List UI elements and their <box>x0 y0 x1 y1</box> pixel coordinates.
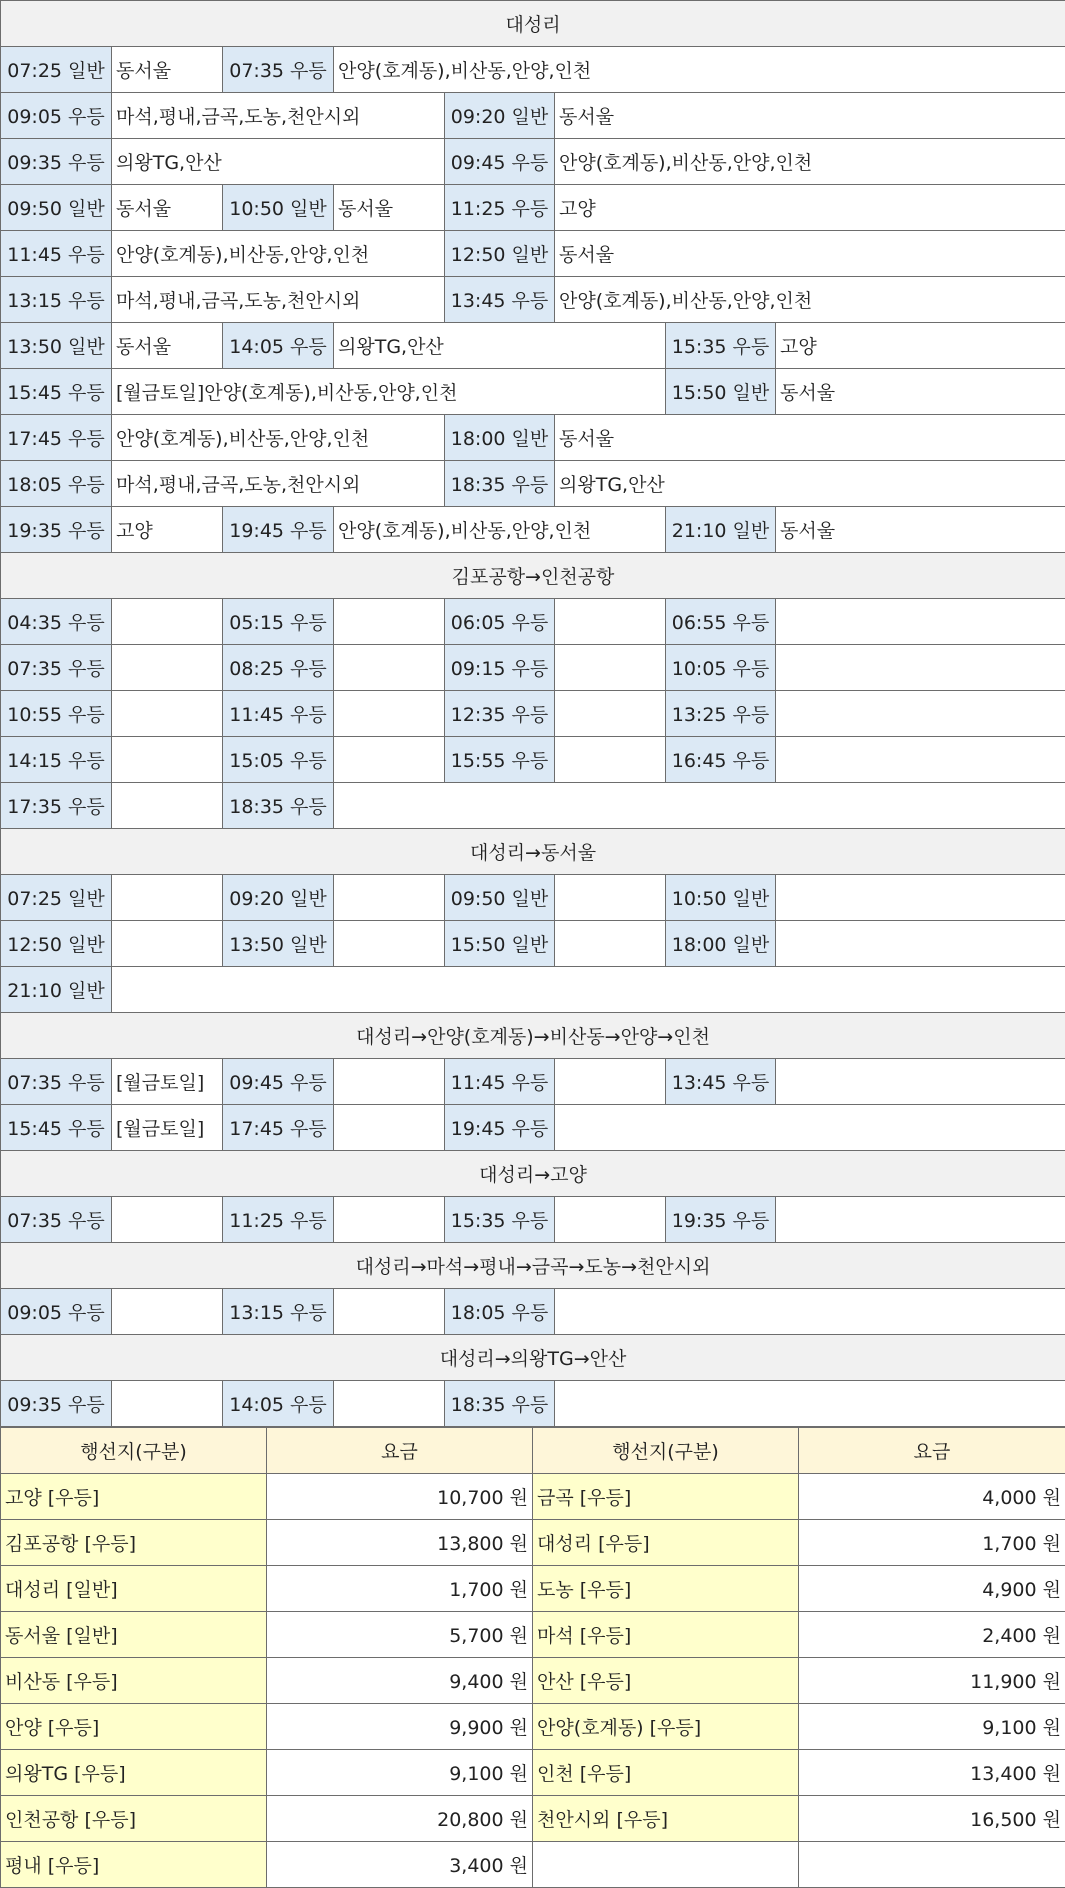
departure-time-cell: 11:25 우등 <box>445 185 555 231</box>
fare-price-cell: 3,400 원 <box>267 1842 533 1888</box>
departure-time-cell: 12:50 일반 <box>1 921 112 967</box>
schedule-row <box>1 461 1065 507</box>
empty-cell <box>555 599 666 645</box>
destination-cell: 동서울 <box>555 231 1065 277</box>
empty-cell <box>799 1842 1065 1888</box>
schedule-body <box>1 1 1065 1427</box>
section-title: 대성리→고양 <box>1 1151 1065 1197</box>
departure-time-cell: 10:50 일반 <box>666 875 776 921</box>
destination-cell: 동서울 <box>555 415 1065 461</box>
section-header-row <box>1 1243 1065 1289</box>
empty-cell <box>334 1059 445 1105</box>
departure-time-cell: 17:45 우등 <box>1 415 112 461</box>
empty-cell <box>112 967 1065 1013</box>
fare-destination-cell: 금곡 [우등] <box>533 1474 799 1520</box>
section-title: 대성리→안양(호계동)→비산동→안양→인천 <box>1 1013 1065 1059</box>
fare-destination-cell: 도농 [우등] <box>533 1566 799 1612</box>
empty-cell <box>555 1059 666 1105</box>
section-header-row <box>1 1013 1065 1059</box>
departure-time-cell: 09:05 우등 <box>1 1289 112 1335</box>
empty-cell <box>555 645 666 691</box>
fare-price-cell: 13,800 원 <box>267 1520 533 1566</box>
fare-header-row <box>1 1428 1065 1474</box>
section-header-row <box>1 553 1065 599</box>
departure-time-cell: 07:35 우등 <box>1 645 112 691</box>
departure-time-cell: 09:20 일반 <box>445 93 555 139</box>
section-header-row <box>1 829 1065 875</box>
schedule-row <box>1 93 1065 139</box>
departure-time-cell: 07:25 일반 <box>1 47 112 93</box>
fare-destination-header: 행선지(구분) <box>533 1428 799 1474</box>
departure-time-cell: 13:25 우등 <box>666 691 776 737</box>
destination-cell: 안양(호계동),비산동,안양,인천 <box>112 231 445 277</box>
destination-cell: 동서울 <box>776 507 1065 553</box>
departure-time-cell: 07:35 우등 <box>1 1197 112 1243</box>
departure-time-cell: 15:50 일반 <box>445 921 555 967</box>
section-header-row <box>1 1 1065 47</box>
destination-cell: 동서울 <box>112 47 223 93</box>
departure-time-cell: 11:45 우등 <box>223 691 334 737</box>
fare-destination-cell: 안산 [우등] <box>533 1658 799 1704</box>
schedule-row <box>1 967 1065 1013</box>
schedule-row <box>1 1197 1065 1243</box>
empty-cell <box>776 1197 1065 1243</box>
schedule-row <box>1 1381 1065 1427</box>
empty-cell <box>334 1197 445 1243</box>
destination-cell: 의왕TG,안산 <box>555 461 1065 507</box>
departure-time-cell: 09:50 일반 <box>1 185 112 231</box>
departure-time-cell: 10:50 일반 <box>223 185 334 231</box>
empty-cell <box>112 645 223 691</box>
empty-cell <box>112 921 223 967</box>
departure-time-cell: 21:10 일반 <box>1 967 112 1013</box>
fare-destination-cell: 인천 [우등] <box>533 1750 799 1796</box>
departure-time-cell: 06:55 우등 <box>666 599 776 645</box>
fare-price-cell: 5,700 원 <box>267 1612 533 1658</box>
departure-time-cell: 13:15 우등 <box>1 277 112 323</box>
fare-price-cell: 16,500 원 <box>799 1796 1065 1842</box>
departure-time-cell: 11:25 우등 <box>223 1197 334 1243</box>
section-header-row <box>1 1151 1065 1197</box>
destination-cell: 고양 <box>555 185 1065 231</box>
destination-cell: 고양 <box>776 323 1065 369</box>
empty-cell <box>776 691 1065 737</box>
schedule-row <box>1 691 1065 737</box>
departure-time-cell: 21:10 일반 <box>666 507 776 553</box>
departure-time-cell: 15:35 우등 <box>445 1197 555 1243</box>
departure-time-cell: 13:50 일반 <box>1 323 112 369</box>
empty-cell <box>334 783 1065 829</box>
departure-time-cell: 11:45 우등 <box>445 1059 555 1105</box>
fare-row <box>1 1612 1065 1658</box>
schedule-row <box>1 599 1065 645</box>
departure-time-cell: 09:45 우등 <box>223 1059 334 1105</box>
empty-cell <box>776 921 1065 967</box>
empty-cell <box>334 875 445 921</box>
departure-time-cell: 07:35 우등 <box>223 47 334 93</box>
fare-row <box>1 1842 1065 1888</box>
destination-cell: 안양(호계동),비산동,안양,인천 <box>334 507 666 553</box>
empty-cell <box>555 1381 1065 1427</box>
empty-cell <box>334 921 445 967</box>
departure-time-cell: 13:45 우등 <box>666 1059 776 1105</box>
empty-cell <box>555 1105 1065 1151</box>
empty-cell <box>334 645 445 691</box>
departure-time-cell: 09:15 우등 <box>445 645 555 691</box>
schedule-row <box>1 1059 1065 1105</box>
empty-cell <box>555 921 666 967</box>
fare-row <box>1 1474 1065 1520</box>
departure-time-cell: 10:05 우등 <box>666 645 776 691</box>
departure-time-cell: 14:15 우등 <box>1 737 112 783</box>
departure-time-cell: 15:50 일반 <box>666 369 776 415</box>
fare-row <box>1 1520 1065 1566</box>
schedule-row <box>1 737 1065 783</box>
departure-time-cell: 10:55 우등 <box>1 691 112 737</box>
destination-cell: 안양(호계동),비산동,안양,인천 <box>334 47 1065 93</box>
schedule-row <box>1 921 1065 967</box>
destination-cell: 의왕TG,안산 <box>112 139 445 185</box>
departure-time-cell: 08:25 우등 <box>223 645 334 691</box>
section-title: 대성리 <box>1 1 1065 47</box>
destination-cell: 마석,평내,금곡,도농,천안시외 <box>112 93 445 139</box>
fare-destination-cell: 인천공항 [우등] <box>1 1796 267 1842</box>
fare-destination-cell: 평내 [우등] <box>1 1842 267 1888</box>
schedule-row <box>1 875 1065 921</box>
departure-time-cell: 11:45 우등 <box>1 231 112 277</box>
fare-row <box>1 1704 1065 1750</box>
empty-cell <box>112 1381 223 1427</box>
fare-price-cell: 9,900 원 <box>267 1704 533 1750</box>
fare-price-cell: 1,700 원 <box>799 1520 1065 1566</box>
schedule-row <box>1 507 1065 553</box>
empty-cell <box>334 1105 445 1151</box>
schedule-row <box>1 645 1065 691</box>
departure-time-cell: 13:45 우등 <box>445 277 555 323</box>
empty-cell <box>776 875 1065 921</box>
empty-cell <box>334 691 445 737</box>
fare-destination-cell: 김포공항 [우등] <box>1 1520 267 1566</box>
fare-price-cell: 2,400 원 <box>799 1612 1065 1658</box>
destination-cell: 안양(호계동),비산동,안양,인천 <box>555 277 1065 323</box>
fare-destination-cell: 비산동 [우등] <box>1 1658 267 1704</box>
fare-destination-cell: 대성리 [일반] <box>1 1566 267 1612</box>
empty-cell <box>776 1059 1065 1105</box>
departure-time-cell: 19:35 우등 <box>666 1197 776 1243</box>
departure-time-cell: 15:05 우등 <box>223 737 334 783</box>
destination-cell: [월금토일] <box>112 1105 223 1151</box>
empty-cell <box>112 1197 223 1243</box>
departure-time-cell: 13:15 우등 <box>223 1289 334 1335</box>
departure-time-cell: 18:00 일반 <box>666 921 776 967</box>
departure-time-cell: 15:35 우등 <box>666 323 776 369</box>
fare-price-cell: 9,100 원 <box>267 1750 533 1796</box>
departure-time-cell: 15:45 우등 <box>1 1105 112 1151</box>
schedule-row <box>1 1289 1065 1335</box>
schedule-row <box>1 323 1065 369</box>
empty-cell <box>555 737 666 783</box>
empty-cell <box>112 737 223 783</box>
destination-cell: 동서울 <box>334 185 445 231</box>
empty-cell <box>112 783 223 829</box>
destination-cell: 동서울 <box>555 93 1065 139</box>
fare-price-cell: 10,700 원 <box>267 1474 533 1520</box>
empty-cell <box>533 1842 799 1888</box>
departure-time-cell: 09:20 일반 <box>223 875 334 921</box>
fare-destination-cell: 마석 [우등] <box>533 1612 799 1658</box>
departure-time-cell: 15:55 우등 <box>445 737 555 783</box>
empty-cell <box>555 1197 666 1243</box>
fare-destination-cell: 동서울 [일반] <box>1 1612 267 1658</box>
fare-body <box>1 1428 1065 1888</box>
fare-destination-cell: 의왕TG [우등] <box>1 1750 267 1796</box>
departure-time-cell: 12:35 우등 <box>445 691 555 737</box>
departure-time-cell: 09:05 우등 <box>1 93 112 139</box>
empty-cell <box>334 737 445 783</box>
departure-time-cell: 04:35 우등 <box>1 599 112 645</box>
departure-time-cell: 16:45 우등 <box>666 737 776 783</box>
destination-cell: 동서울 <box>112 185 223 231</box>
destination-cell: 마석,평내,금곡,도농,천안시외 <box>112 461 445 507</box>
departure-time-cell: 07:25 일반 <box>1 875 112 921</box>
departure-time-cell: 19:45 우등 <box>445 1105 555 1151</box>
schedule-row <box>1 185 1065 231</box>
departure-time-cell: 09:35 우등 <box>1 1381 112 1427</box>
empty-cell <box>112 599 223 645</box>
fare-price-header: 요금 <box>799 1428 1065 1474</box>
departure-time-cell: 18:05 우등 <box>1 461 112 507</box>
schedule-row <box>1 231 1065 277</box>
empty-cell <box>555 875 666 921</box>
departure-time-cell: 18:35 우등 <box>223 783 334 829</box>
empty-cell <box>334 1289 445 1335</box>
destination-cell: 안양(호계동),비산동,안양,인천 <box>112 415 445 461</box>
schedule-row <box>1 415 1065 461</box>
departure-time-cell: 15:45 우등 <box>1 369 112 415</box>
section-title: 대성리→마석→평내→금곡→도농→천안시외 <box>1 1243 1065 1289</box>
destination-cell: [월금토일] <box>112 1059 223 1105</box>
destination-cell: 안양(호계동),비산동,안양,인천 <box>555 139 1065 185</box>
empty-cell <box>334 599 445 645</box>
empty-cell <box>334 1381 445 1427</box>
fare-destination-cell: 천안시외 [우등] <box>533 1796 799 1842</box>
fare-row <box>1 1658 1065 1704</box>
departure-time-cell: 09:45 우등 <box>445 139 555 185</box>
schedule-row <box>1 277 1065 323</box>
empty-cell <box>112 691 223 737</box>
departure-time-cell: 07:35 우등 <box>1 1059 112 1105</box>
fare-price-cell: 4,900 원 <box>799 1566 1065 1612</box>
fare-destination-cell: 안양(호계동) [우등] <box>533 1704 799 1750</box>
departure-time-cell: 14:05 우등 <box>223 323 334 369</box>
section-title: 대성리→의왕TG→안산 <box>1 1335 1065 1381</box>
fare-destination-cell: 대성리 [우등] <box>533 1520 799 1566</box>
fare-price-cell: 9,400 원 <box>267 1658 533 1704</box>
departure-time-cell: 06:05 우등 <box>445 599 555 645</box>
fare-price-cell: 20,800 원 <box>267 1796 533 1842</box>
fare-price-cell: 11,900 원 <box>799 1658 1065 1704</box>
fare-destination-header: 행선지(구분) <box>1 1428 267 1474</box>
departure-time-cell: 17:35 우등 <box>1 783 112 829</box>
destination-cell: 마석,평내,금곡,도농,천안시외 <box>112 277 445 323</box>
destination-cell: 동서울 <box>776 369 1065 415</box>
departure-time-cell: 12:50 일반 <box>445 231 555 277</box>
departure-time-cell: 14:05 우등 <box>223 1381 334 1427</box>
schedule-row <box>1 1105 1065 1151</box>
departure-time-cell: 18:05 우등 <box>445 1289 555 1335</box>
destination-cell: [월금토일]안양(호계동),비산동,안양,인천 <box>112 369 666 415</box>
empty-cell <box>776 737 1065 783</box>
section-title: 대성리→동서울 <box>1 829 1065 875</box>
departure-time-cell: 18:35 우등 <box>445 461 555 507</box>
departure-time-cell: 19:45 우등 <box>223 507 334 553</box>
fare-destination-cell: 고양 [우등] <box>1 1474 267 1520</box>
empty-cell <box>555 1289 1065 1335</box>
empty-cell <box>112 1289 223 1335</box>
empty-cell <box>776 599 1065 645</box>
section-title: 김포공항→인천공항 <box>1 553 1065 599</box>
departure-time-cell: 18:35 우등 <box>445 1381 555 1427</box>
fare-price-cell: 4,000 원 <box>799 1474 1065 1520</box>
departure-time-cell: 13:50 일반 <box>223 921 334 967</box>
empty-cell <box>776 645 1065 691</box>
departure-time-cell: 18:00 일반 <box>445 415 555 461</box>
empty-cell <box>112 875 223 921</box>
schedule-row <box>1 783 1065 829</box>
fare-row <box>1 1796 1065 1842</box>
departure-time-cell: 09:35 우등 <box>1 139 112 185</box>
departure-time-cell: 17:45 우등 <box>223 1105 334 1151</box>
fare-destination-cell: 안양 [우등] <box>1 1704 267 1750</box>
schedule-row <box>1 47 1065 93</box>
fare-row <box>1 1750 1065 1796</box>
fare-price-header: 요금 <box>267 1428 533 1474</box>
fare-price-cell: 9,100 원 <box>799 1704 1065 1750</box>
fare-table <box>0 1427 1065 1888</box>
departure-time-cell: 19:35 우등 <box>1 507 112 553</box>
destination-cell: 동서울 <box>112 323 223 369</box>
fare-price-cell: 13,400 원 <box>799 1750 1065 1796</box>
schedule-row <box>1 369 1065 415</box>
fare-price-cell: 1,700 원 <box>267 1566 533 1612</box>
schedule-row <box>1 139 1065 185</box>
fare-row <box>1 1566 1065 1612</box>
empty-cell <box>555 691 666 737</box>
section-header-row <box>1 1335 1065 1381</box>
departure-time-cell: 05:15 우등 <box>223 599 334 645</box>
departure-time-cell: 09:50 일반 <box>445 875 555 921</box>
destination-cell: 의왕TG,안산 <box>334 323 666 369</box>
destination-cell: 고양 <box>112 507 223 553</box>
